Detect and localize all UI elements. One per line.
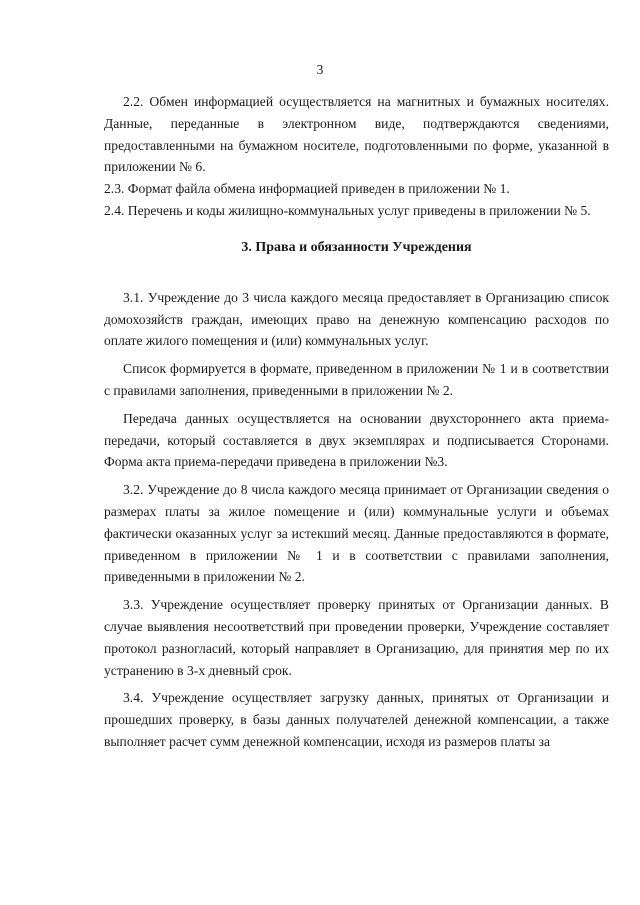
paragraph-2-3: 2.3. Формат файла обмена информацией приведен в приложении № 1.	[104, 181, 510, 197]
page-number: 3	[316, 62, 324, 77]
document-body	[104, 91, 609, 753]
paragraph-3-2: 3.2. Учреждение до 8 числа каждого месяца принимает от Организации сведения о размерах платы за жилое помещение и (или) коммунальные услуги и объемах фактически оказанных услуг за истекший месяц. Данные предоставляются в формате, приведенном в приложении № 1 и в соответствии с правилами заполнения, приведенными в приложении № 2.	[104, 482, 609, 585]
paragraph-3-1-list-format: Список формируется в формате, приведенном в приложении № 1 и в соответствии с правилами заполнения, приведенными в приложении № 2.	[104, 361, 609, 398]
paragraph-3-4: 3.4. Учреждение осуществляет загрузку данных, принятых от Организации и прошедших проверку, в базы данных получателей денежной компенсации, а также выполняет расчет сумм денежной компенсации, исходя из размеров платы за	[104, 690, 609, 749]
paragraph-3-1-data-transfer: Передача данных осуществляется на основании двухстороннего акта приема-передачи, который составляется в двух экземплярах и подписывается Сторонами. Форма акта приема-передачи приведена в приложении №3.	[104, 410, 609, 470]
paragraph-2-4: 2.4. Перечень и коды жилищно-коммунальных услуг приведены в приложении № 5.	[104, 202, 591, 218]
section-heading-3: 3. Права и обязанности Учреждения	[241, 239, 472, 255]
paragraph-3-1: 3.1. Учреждение до 3 числа каждого месяца предоставляет в Организацию список домохозяйств граждан, имеющих право на денежную компенсацию расходов по оплате жилого помещения и (или) коммунальных услуг.	[104, 289, 609, 349]
paragraph-3-3: 3.3. Учреждение осуществляет проверку принятых от Организации данных. В случае выявления несоответствий при проведении проверки, Учреждение составляет протокол разногласий, который направляет в Организацию, для принятия мер по их устранению в 3-х дневный срок.	[104, 597, 609, 678]
paragraph-2-2: 2.2. Обмен информацией осуществляется на магнитных и бумажных носителях. Данные, переданные в электронном виде, подтверждаются сведениями, предоставленными на бумажном носителе, подготовленными по форме, указанной в приложении № 6.	[104, 94, 609, 175]
